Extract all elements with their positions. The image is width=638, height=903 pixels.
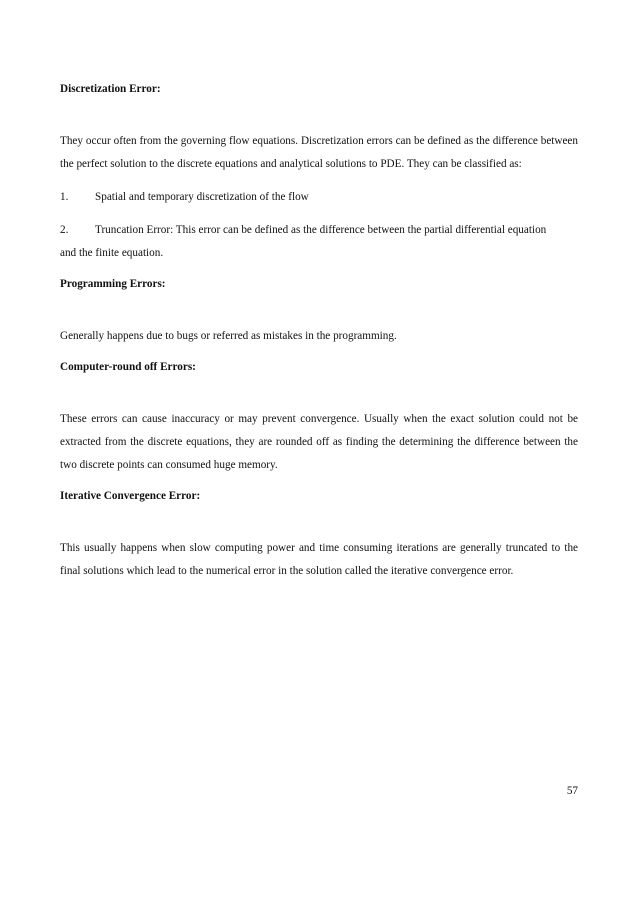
page-number: 57	[566, 785, 578, 797]
list-item-2	[60, 219, 578, 242]
section-heading-programming: Programming Errors:	[60, 278, 166, 290]
list-number: 1.	[60, 191, 69, 203]
paragraph-programming: Generally happens due to bugs or referred as mistakes in the programming.	[60, 330, 397, 342]
list-text: Truncation Error: This error can be defined as the difference between the partial differential equation	[95, 224, 547, 236]
list-text: Spatial and temporary discretization of the flow	[95, 191, 309, 203]
page-content	[60, 78, 578, 583]
list-continuation: and the finite equation.	[60, 247, 164, 259]
paragraph-iterative: This usually happens when slow computing power and time consuming iterations are generally truncated to the final solutions which lead to the numerical error in the solution called the iterative convergence error.	[60, 542, 578, 577]
section-heading-discretization: Discretization Error:	[60, 83, 161, 95]
paragraph-discretization: They occur often from the governing flow equations. Discretization errors can be defined as the difference between the perfect solution to the discrete equations and analytical solutions to PDE. They can be classified as:	[60, 135, 578, 170]
list-number: 2.	[60, 224, 69, 236]
paragraph-round-off: These errors can cause inaccuracy or may prevent convergence. Usually when the exact solution could not be extracted from the discrete equations, they are rounded off as finding the determining the difference between the two discrete points can consumed huge memory.	[60, 413, 578, 471]
section-heading-round-off: Computer-round off Errors:	[60, 361, 196, 373]
list-item-1	[60, 186, 578, 209]
section-heading-iterative: Iterative Convergence Error:	[60, 490, 201, 502]
